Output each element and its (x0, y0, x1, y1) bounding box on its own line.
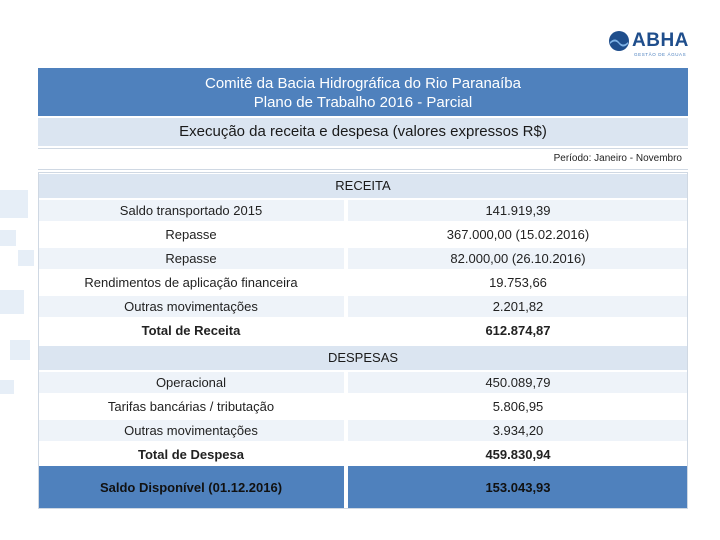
background-square (0, 290, 24, 314)
row-value: 3.934,20 (348, 420, 688, 441)
row-label: Total de Despesa (38, 444, 344, 465)
row-value: 367.000,00 (15.02.2016) (348, 224, 688, 245)
total-receita-row (38, 320, 688, 342)
table-row (38, 420, 688, 442)
saldo-label: Saldo Disponível (01.12.2016) (99, 480, 283, 495)
saldo-disponivel-row (38, 466, 688, 509)
row-label: Repasse (38, 248, 344, 269)
title-box (38, 68, 688, 116)
receita-heading: RECEITA (38, 174, 688, 198)
row-value: 2.201,82 (348, 296, 688, 317)
row-label: Repasse (38, 224, 344, 245)
row-value: 459.830,94 (348, 444, 688, 465)
saldo-value: 153.043,93 (485, 480, 551, 495)
logo-text: ABHA (632, 30, 689, 51)
background-square (10, 340, 30, 360)
row-value: 19.753,66 (348, 272, 688, 293)
row-label: Operacional (38, 372, 344, 393)
row-value: 141.919,39 (348, 200, 688, 221)
row-value: 5.806,95 (348, 396, 688, 417)
row-value: 450.089,79 (348, 372, 688, 393)
water-drop-icon (608, 30, 630, 52)
row-label: Outras movimentações (38, 296, 344, 317)
background-square (0, 230, 16, 246)
table-row (38, 272, 688, 294)
table-row (38, 200, 688, 222)
subtitle: Execução da receita e despesa (valores expressos R$) (38, 118, 688, 146)
title-line-2: Plano de Trabalho 2016 - Parcial (253, 94, 473, 111)
period-label: Período: Janeiro - Novembro (38, 148, 688, 170)
row-label: Outras movimentações (38, 420, 344, 441)
background-square (18, 250, 34, 266)
row-value: 612.874,87 (348, 320, 688, 341)
abha-logo (608, 30, 690, 60)
table-row (38, 372, 688, 394)
table-row (38, 396, 688, 418)
row-value: 82.000,00 (26.10.2016) (348, 248, 688, 269)
row-label: Total de Receita (38, 320, 344, 341)
table-row (38, 248, 688, 270)
background-square (0, 190, 28, 218)
logo-subtext: GESTÃO DE ÁGUAS (634, 52, 687, 57)
despesas-heading: DESPESAS (38, 346, 688, 370)
title-line-1: Comitê da Bacia Hidrográfica do Rio Paranaíba (204, 75, 521, 92)
table-row (38, 224, 688, 246)
row-label: Saldo transportado 2015 (38, 200, 344, 221)
background-square (0, 380, 14, 394)
table-row (38, 296, 688, 318)
total-despesa-row (38, 444, 688, 466)
row-label: Tarifas bancárias / tributação (38, 396, 344, 417)
row-label: Rendimentos de aplicação financeira (38, 272, 344, 293)
